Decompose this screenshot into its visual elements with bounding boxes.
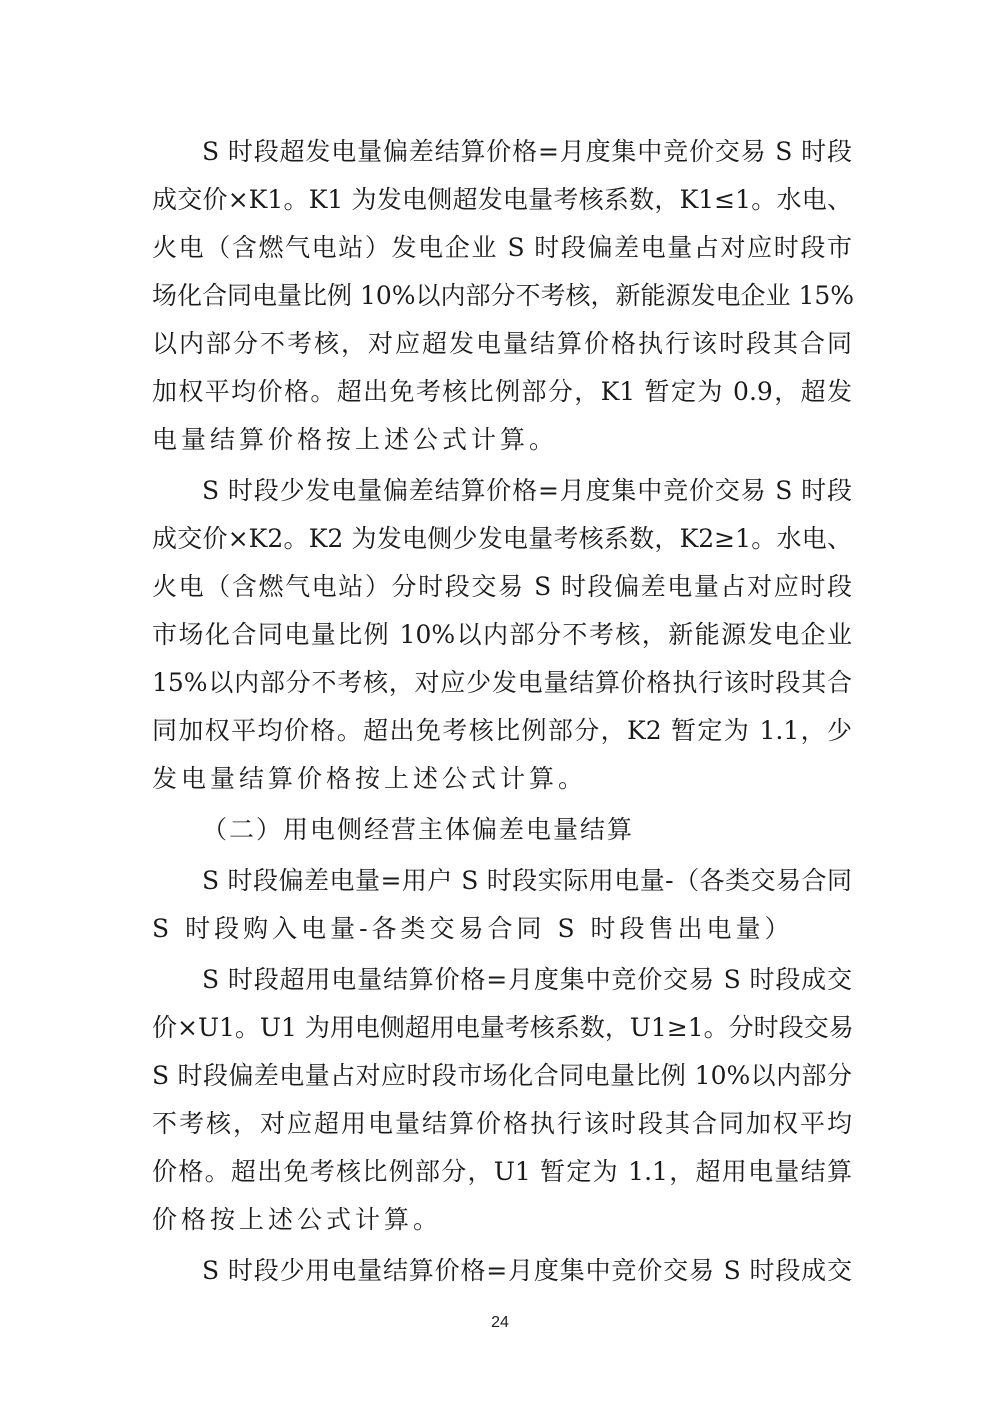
paragraph-2-line-7: 发电量结算价格按上述公式计算。 bbox=[152, 764, 588, 793]
paragraph-3-line-1: S 时段偏差电量=用户 S 时段实际用电量-（各类交易合同 bbox=[202, 866, 852, 895]
paragraph-4-line-3: S 时段偏差电量占对应时段市场化合同电量比例 10%以内部分 bbox=[152, 1061, 852, 1090]
paragraph-2-line-2: 成交价×K2。K2 为发电侧少发电量考核系数，K2≥1。水电、 bbox=[152, 524, 852, 553]
paragraph-2-line-6: 同加权平均价格。超出免考核比例部分，K2 暂定为 1.1，少 bbox=[152, 716, 852, 745]
paragraph-3-line-2: S 时段购入电量-各类交易合同 S 时段售出电量） bbox=[152, 914, 794, 943]
paragraph-2-line-1: S 时段少发电量偏差结算价格=月度集中竞价交易 S 时段 bbox=[202, 476, 852, 505]
paragraph-1-line-6: 加权平均价格。超出免考核比例部分，K1 暂定为 0.9，超发 bbox=[152, 377, 852, 406]
paragraph-2-line-5: 15%以内部分不考核，对应少发电量结算价格执行该时段其合 bbox=[152, 668, 852, 697]
paragraph-2-line-4: 市场化合同电量比例 10%以内部分不考核，新能源发电企业 bbox=[152, 620, 852, 649]
paragraph-4-line-6: 价格按上述公式计算。 bbox=[152, 1205, 443, 1234]
page-number: 24 bbox=[491, 1314, 509, 1331]
section-heading: （二）用电侧经营主体偏差电量结算 bbox=[202, 815, 635, 844]
paragraph-1-line-2: 成交价×K1。K1 为发电侧超发电量考核系数，K1≤1。水电、 bbox=[152, 185, 852, 214]
paragraph-1-line-3: 火电（含燃气电站）发电企业 S 时段偏差电量占对应时段市 bbox=[152, 233, 852, 262]
paragraph-1-line-7: 电量结算价格按上述公式计算。 bbox=[152, 425, 559, 454]
paragraph-1-line-4: 场化合同电量比例 10%以内部分不考核，新能源发电企业 15% bbox=[152, 281, 855, 310]
paragraph-5-line-1: S 时段少用电量结算价格=月度集中竞价交易 S 时段成交 bbox=[202, 1256, 852, 1285]
paragraph-1-line-1: S 时段超发电量偏差结算价格=月度集中竞价交易 S 时段 bbox=[202, 137, 852, 166]
paragraph-2-line-3: 火电（含燃气电站）分时段交易 S 时段偏差电量占对应时段 bbox=[152, 572, 852, 601]
paragraph-4-line-5: 价格。超出免考核比例部分，U1 暂定为 1.1，超用电量结算 bbox=[152, 1157, 852, 1186]
paragraph-1-line-5: 以内部分不考核，对应超发电量结算价格执行该时段其合同 bbox=[152, 329, 852, 358]
paragraph-4-line-1: S 时段超用电量结算价格=月度集中竞价交易 S 时段成交 bbox=[202, 965, 852, 994]
paragraph-4-line-4: 不考核，对应超用电量结算价格执行该时段其合同加权平均 bbox=[152, 1109, 852, 1138]
paragraph-4-line-2: 价×U1。U1 为用电侧超用电量考核系数，U1≥1。分时段交易 bbox=[152, 1013, 854, 1042]
